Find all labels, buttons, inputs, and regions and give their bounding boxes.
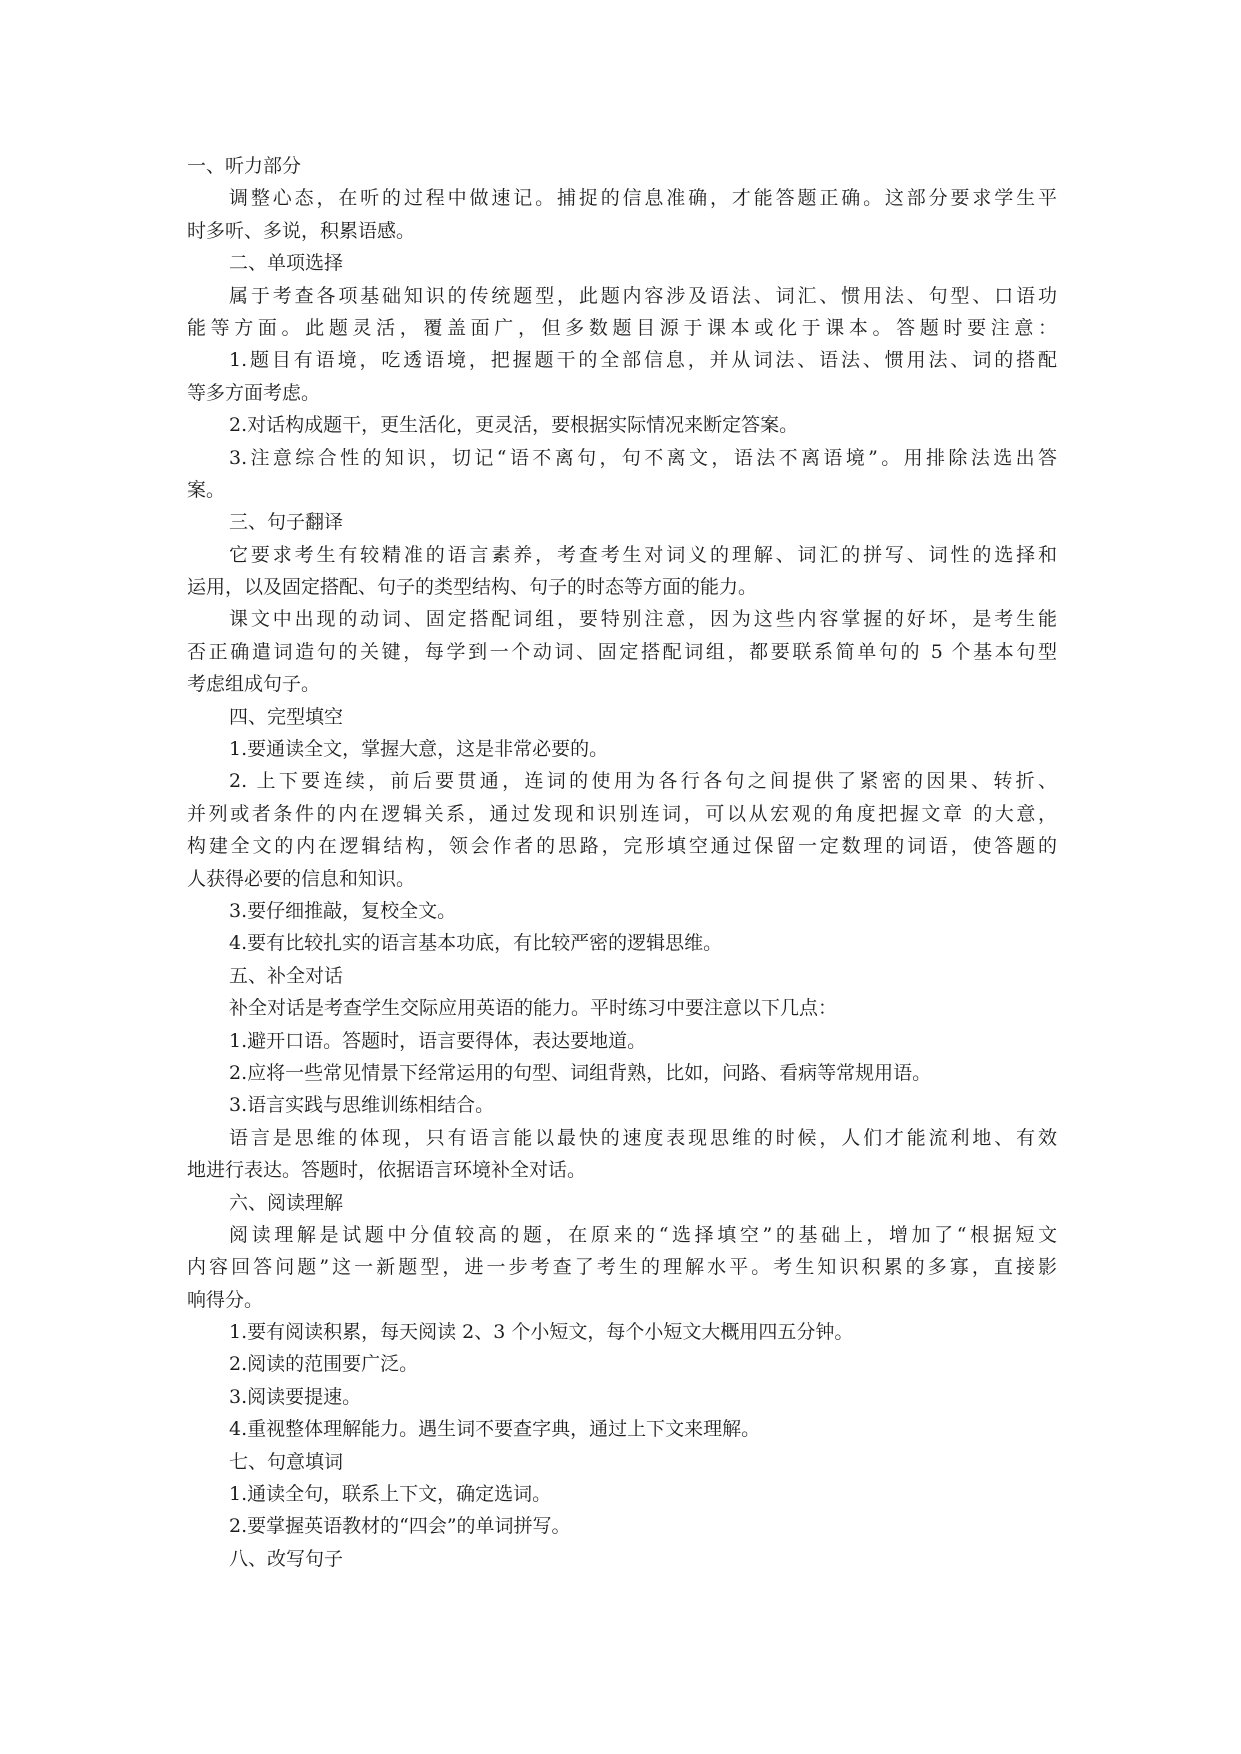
text-line: 4.重视整体理解能力。遇生词不要查字典，通过上下文来理解。 (229, 1418, 761, 1441)
text-line: 七、句意填词 (229, 1450, 344, 1473)
text-line: 八、改写句子 (229, 1547, 344, 1570)
text-line: 2.对话构成题干，更生活化，更灵活，要根据实际情况来断定答案。 (229, 414, 799, 437)
text-line: 1.避开口语。答题时，语言要得体，表达要地道。 (229, 1029, 647, 1052)
text-line: 属于考查各项基础知识的传统题型，此题内容涉及语法、词汇、惯用法、句型、口语功 (229, 284, 1057, 307)
text-line: 3.语言实践与思维训练相结合。 (229, 1094, 495, 1117)
text-line: 1.题目有语境，吃透语境，把握题干的全部信息，并从词法、语法、惯用法、词的搭配 (229, 349, 1057, 372)
text-line: 调整心态，在听的过程中做速记。捕捉的信息准确，才能答题正确。这部分要求学生平 (229, 187, 1057, 210)
text-line: 一、听力部分 (187, 155, 302, 177)
text-line: 内容回答问题”这一新题型，进一步考查了考生的理解水平。考生知识积累的多寡，直接影 (187, 1256, 1057, 1279)
text-line: 五、补全对话 (229, 964, 344, 987)
text-line: 运用，以及固定搭配、句子的类型结构、句子的时态等方面的能力。 (187, 576, 758, 599)
text-line: 四、完型填空 (229, 705, 344, 728)
text-line: 并列或者条件的内在逻辑关系，通过发现和识别连词，可以从宏观的角度把握文章 的大意， (187, 802, 1057, 825)
text-line: 否正确遣词造句的关键，每学到一个动词、固定搭配词组，都要联系简单句的 5 个基本句型 (187, 640, 1057, 663)
document-body (187, 150, 1057, 1575)
text-line: 二、单项选择 (229, 252, 344, 275)
text-line: 2. 上下要连续，前后要贯通，连词的使用为各行各句之间提供了紧密的因果、转折、 (229, 770, 1057, 793)
text-line: 1.要通读全文，掌握大意，这是非常必要的。 (229, 738, 609, 761)
text-line: 语言是思维的体现，只有语言能以最快的速度表现思维的时候，人们才能流利地、有效 (229, 1126, 1057, 1149)
text-line: 构建全文的内在逻辑结构，领会作者的思路，完形填空通过保留一定数理的词语，使答题的 (187, 835, 1057, 858)
text-line: 它要求考生有较精准的语言素养，考查考生对词义的理解、词汇的拼写、词性的选择和 (229, 543, 1057, 566)
text-line: 考虑组成句子。 (187, 673, 321, 696)
text-line: 阅读理解是试题中分值较高的题，在原来的“选择填空”的基础上，增加了“根据短文 (229, 1223, 1057, 1246)
text-line: 3.注意综合性的知识，切记“语不离句，句不离文，语法不离语境”。用排除法选出答 (229, 446, 1057, 469)
text-line: 2.要掌握英语教材的“四会”的单词拼写。 (229, 1515, 571, 1538)
text-line: 响得分。 (187, 1288, 264, 1311)
text-line: 1.要有阅读积累，每天阅读 2、3 个小短文，每个小短文大概用四五分钟。 (229, 1321, 854, 1344)
text-line: 三、句子翻译 (229, 511, 344, 534)
text-line: 六、阅读理解 (229, 1191, 344, 1214)
text-line: 等多方面考虑。 (187, 381, 321, 404)
text-line: 1.通读全句，联系上下文，确定选词。 (229, 1483, 552, 1506)
text-line: 时多听、多说，积累语感。 (187, 219, 416, 242)
text-line: 能等方面。此题灵活，覆盖面广，但多数题目源于课本或化于课本。答题时要注意： (187, 316, 1057, 339)
text-line: 3.阅读要提速。 (229, 1385, 362, 1408)
text-line: 2.阅读的范围要广泛。 (229, 1353, 419, 1376)
text-line: 补全对话是考查学生交际应用英语的能力。平时练习中要注意以下几点： (229, 997, 838, 1020)
text-line: 人获得必要的信息和知识。 (187, 867, 416, 890)
text-line: 地进行表达。答题时，依据语言环境补全对话。 (187, 1159, 587, 1182)
text-line: 课文中出现的动词、固定搭配词组，要特别注意，因为这些内容掌握的好坏，是考生能 (229, 608, 1057, 631)
text-line: 案。 (187, 478, 226, 501)
text-line: 2.应将一些常见情景下经常运用的句型、词组背熟，比如，问路、看病等常规用语。 (229, 1061, 932, 1084)
text-line: 3.要仔细推敲，复校全文。 (229, 899, 457, 922)
text-line: 4.要有比较扎实的语言基本功底，有比较严密的逻辑思维。 (229, 932, 723, 955)
